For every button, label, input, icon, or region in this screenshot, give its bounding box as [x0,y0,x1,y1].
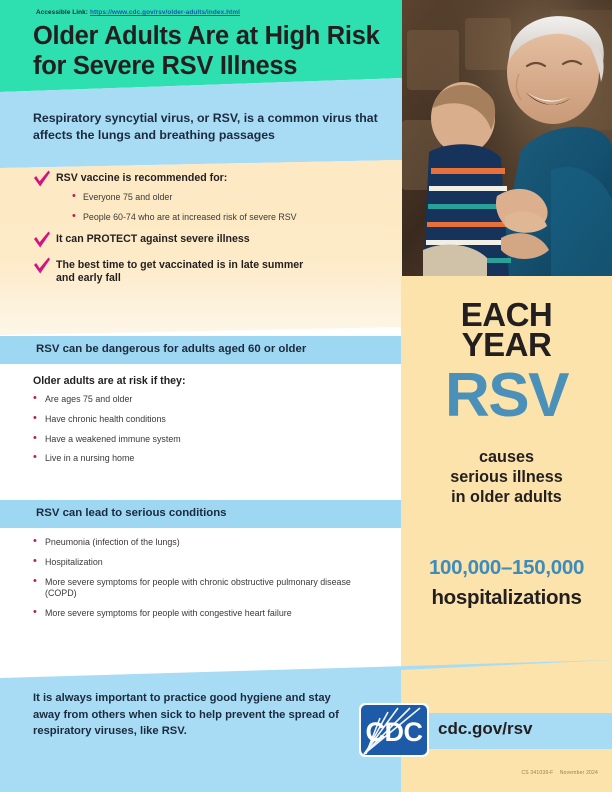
checklist-item [0,233,402,247]
conditions-list-block [33,537,363,628]
accessible-link-url[interactable]: https://www.cdc.gov/rsv/older-adults/index.html [89,9,240,16]
publication-date: November 2024 [559,770,598,776]
checklist-item-heading: RSV vaccine is recommended for: [56,172,228,184]
hero-photo [401,0,612,277]
checklist [0,172,402,290]
checklist-item [0,172,402,224]
stats-hospitalization-label: hospitalizations [431,586,582,609]
risk-list-item: • Have chronic health conditions [33,414,383,426]
stats-year: YEAR [461,326,552,364]
section-header-conditions-label: RSV can lead to serious conditions [36,507,227,519]
stats-causes-line1: causes [479,448,534,466]
page-title-line1: Older Adults Are at High Risk [33,22,380,50]
risk-list-heading: Older adults are at risk if they: [33,375,186,387]
publication-info [522,770,599,776]
stats-rsv-headline: RSV [445,361,568,430]
conditions-list-item: • More severe symptoms for people with congestive heart failure [33,608,363,620]
check-icon [32,169,52,189]
footer-message: It is always important to practice good hygiene and stay away from others when sick to help prevent the spread of respiratory viruses, like RSV. [33,692,339,738]
publication-code: CS 341039-F [521,770,554,776]
checklist-item [0,259,402,287]
section-header-danger-label: RSV can be dangerous for adults aged 60 or older [36,343,307,355]
accessible-link[interactable] [36,9,240,16]
conditions-list-item: • More severe symptoms for people with chronic obstructive pulmonary disease (COPD) [33,577,363,601]
checklist-item-heading: It can PROTECT against severe illness [56,232,250,245]
conditions-list-item: • Hospitalization [33,557,363,569]
stats-each: EACH [460,296,553,333]
stats-each-year [401,296,612,364]
stats-hospitalization-number: 100,000–150,000 [428,556,585,579]
checklist-subitem: • People 60-74 who are at increased risk of severe RSV [72,212,402,224]
stats-causes-line3: in older adults [451,487,562,506]
check-icon [32,230,52,250]
stats-causes-line2: serious illness [450,467,563,486]
cdc-url[interactable]: cdc.gov/rsv [438,719,533,738]
page-title-line2: for Severe RSV Illness [33,51,298,80]
accessible-link-label: Accessible Link: [36,9,89,16]
stats-causes-text [401,448,612,507]
conditions-list-item: • Pneumonia (infection of the lungs) [33,537,363,549]
risk-list-item: • Live in a nursing home [33,453,383,465]
checklist-sublist [56,192,402,224]
risk-list-block [33,375,383,473]
check-icon [32,256,52,276]
checklist-subitem: • Everyone 75 and older [72,192,402,204]
checklist-item-heading: The best time to get vaccinated is in late summer and early fall [56,258,304,285]
cdc-logo[interactable] [358,702,430,758]
risk-list-item: • Have a weakened immune system [33,434,383,446]
svg-text:CDC: CDC [365,717,423,747]
intro-text: Respiratory syncytial virus, or RSV, is a common virus that affects the lungs and breathing passages [33,111,378,143]
page-title [33,22,403,82]
risk-list-item: • Are ages 75 and older [33,394,383,406]
